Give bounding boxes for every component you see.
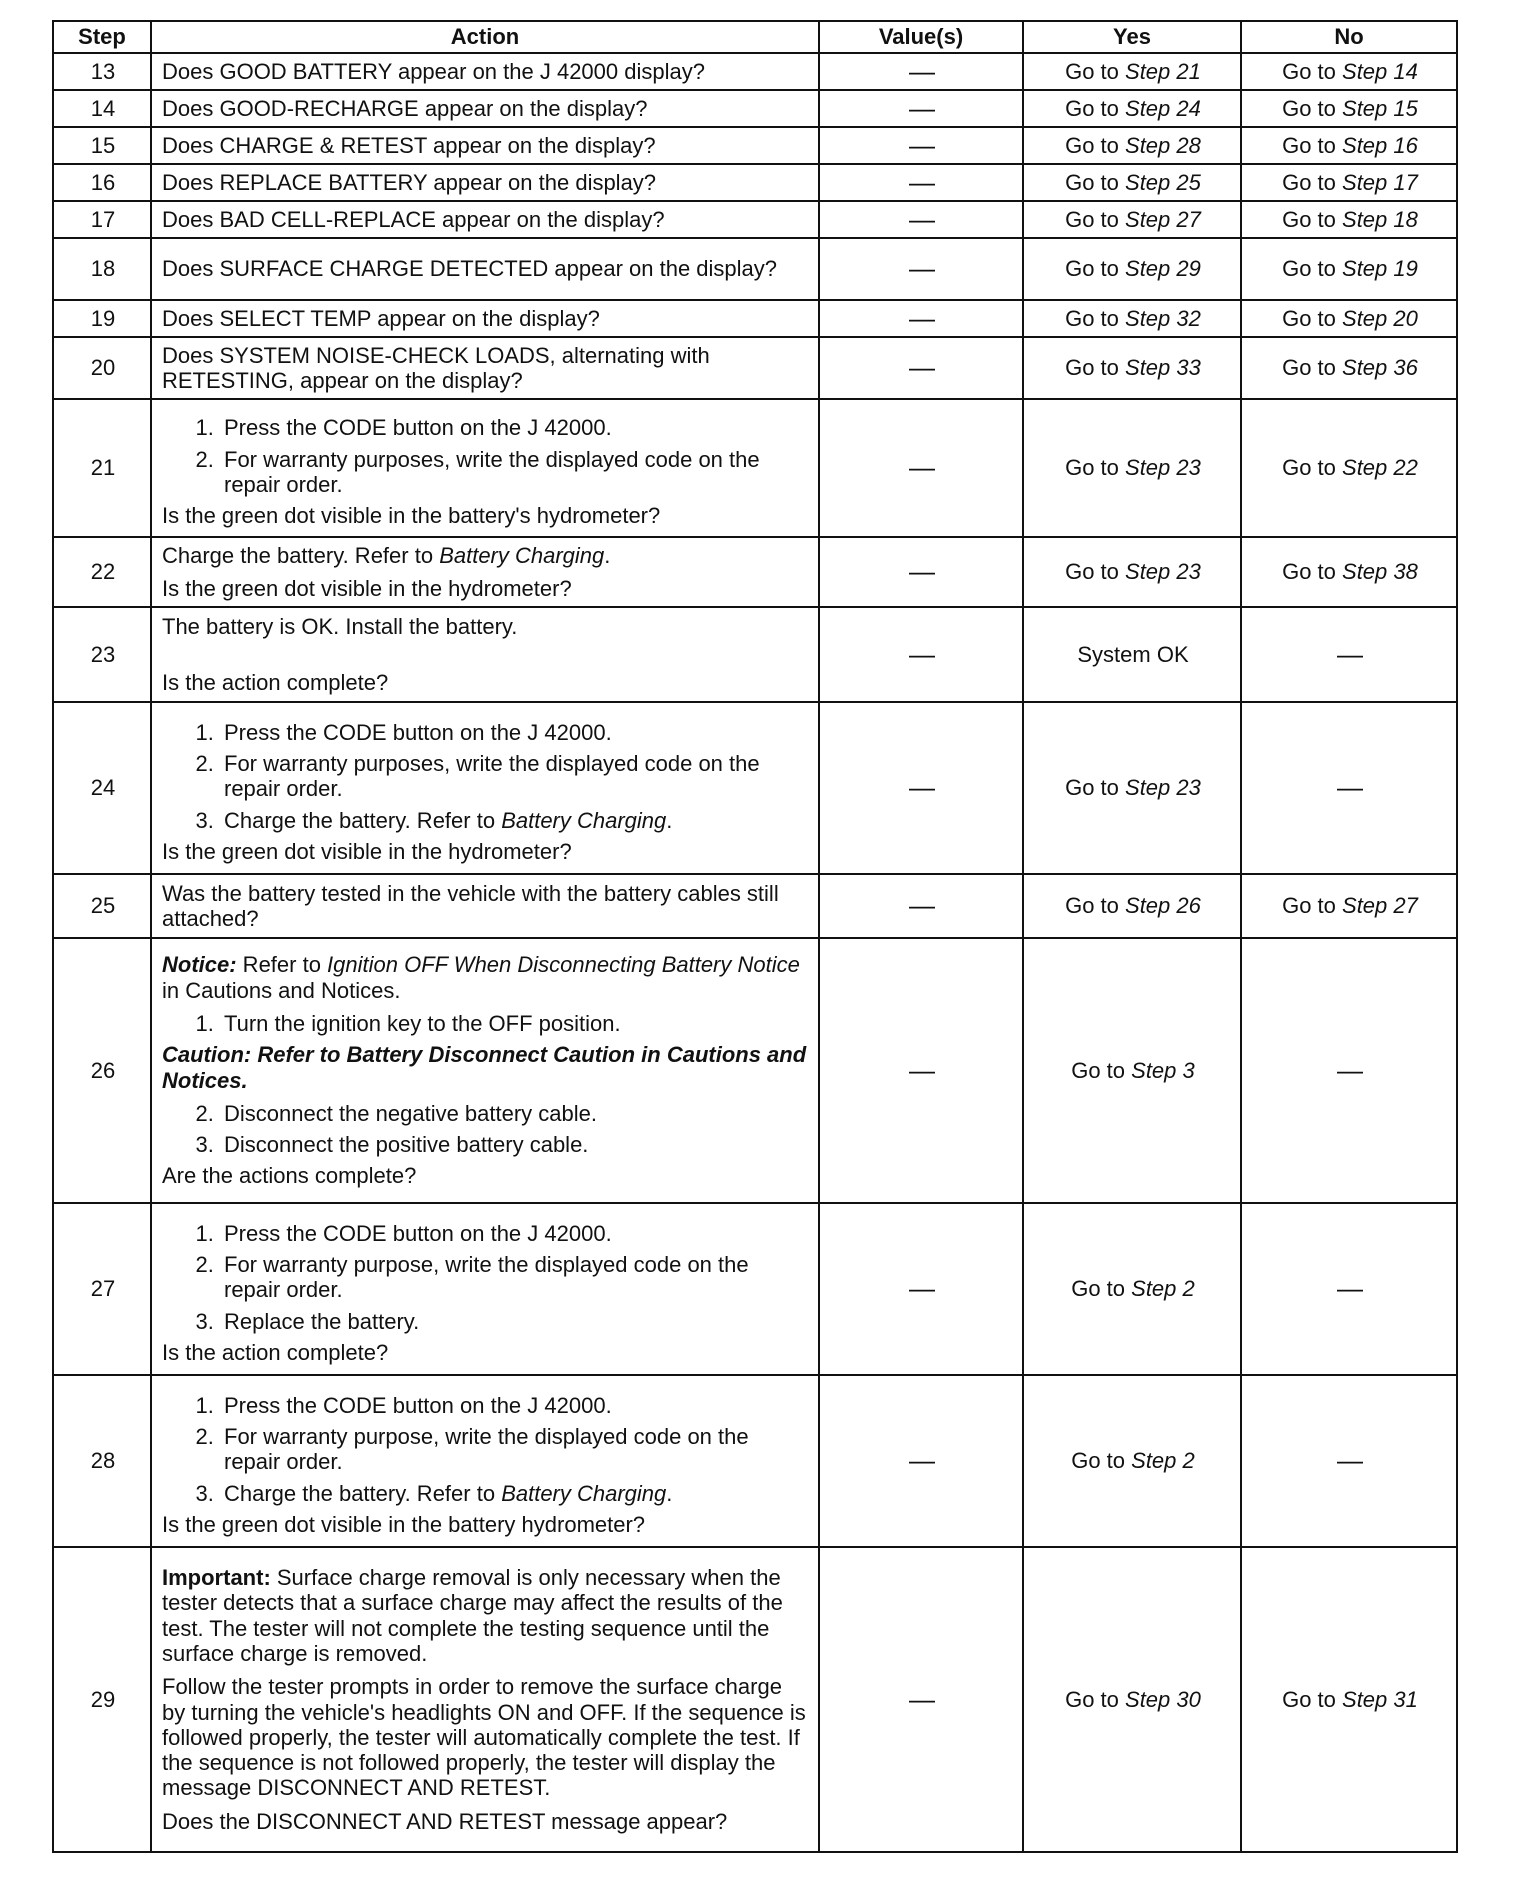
yes-step-ref: 23 (1176, 455, 1201, 481)
yes-step-ref: 23 (1176, 559, 1201, 585)
table-row (53, 607, 1457, 702)
table-row (53, 164, 1457, 201)
question: Does GOOD-RECHARGE appear on the display? (162, 95, 648, 121)
question: Is the action complete? (162, 1339, 389, 1365)
table-row (53, 938, 1457, 1203)
no-step-ref: 36 (1393, 355, 1418, 381)
question: Does BAD CELL-REPLACE appear on the display? (162, 206, 665, 232)
action-text: Charge the battery. Refer to Battery Charging. (162, 542, 611, 568)
table-row (53, 702, 1457, 874)
value-cell: — (819, 399, 1023, 537)
notice: Notice: Refer to Ignition OFF When Disconnecting Battery Notice in Cautions and Notices. (162, 952, 800, 1003)
question: Does the DISCONNECT AND RETEST message appear? (162, 1808, 728, 1834)
yes-cell: System OK (1023, 607, 1241, 702)
question: Does CHARGE & RETEST appear on the display? (162, 132, 656, 158)
step-number: 20 (53, 337, 151, 399)
step-number: 21 (53, 399, 151, 537)
yes-step-ref: 28 (1176, 132, 1201, 158)
header-step: Step (53, 21, 151, 53)
yes-cell: Go to Step 30 (1023, 1547, 1241, 1852)
action-cell (151, 300, 819, 337)
action-steps (162, 1221, 810, 1334)
value-cell: — (819, 1547, 1023, 1852)
yes-step-ref: 3 (1182, 1057, 1195, 1083)
table-row (53, 337, 1457, 399)
yes-step-ref: 27 (1176, 206, 1201, 232)
value-cell: — (819, 607, 1023, 702)
action-steps (162, 1011, 810, 1036)
yes-step-ref: 21 (1176, 58, 1201, 84)
value-cell: — (819, 537, 1023, 607)
yes-step-ref: 26 (1176, 893, 1201, 919)
step-number: 28 (53, 1375, 151, 1547)
no-cell: Go to Step 15 (1241, 90, 1457, 127)
step-number: 16 (53, 164, 151, 201)
table-row (53, 238, 1457, 300)
action-cell (151, 702, 819, 874)
yes-step-ref: 24 (1176, 95, 1201, 121)
value-cell: — (819, 127, 1023, 164)
yes-cell: Go to Step 2 (1023, 1375, 1241, 1547)
yes-step-ref: 33 (1176, 355, 1201, 381)
yes-step-ref: 2 (1182, 1276, 1195, 1302)
value-cell: — (819, 1203, 1023, 1375)
step-number: 17 (53, 201, 151, 238)
action-cell (151, 337, 819, 399)
yes-cell: Go to Step 24 (1023, 90, 1241, 127)
table-row (53, 1547, 1457, 1852)
list-item: 1. Turn the ignition key to the OFF position. (220, 1011, 810, 1036)
table-row (53, 300, 1457, 337)
yes-cell: Go to Step 2 (1023, 1203, 1241, 1375)
question: Is the green dot visible in the hydrometer? (162, 576, 572, 601)
no-cell: — (1241, 607, 1457, 702)
no-cell: Go to Step 20 (1241, 300, 1457, 337)
step-number: 19 (53, 300, 151, 337)
step-number: 27 (53, 1203, 151, 1375)
diagnostic-table (52, 20, 1458, 1853)
no-step-ref: 22 (1393, 455, 1418, 481)
step-number: 26 (53, 938, 151, 1203)
action-cell (151, 164, 819, 201)
action-cell (151, 201, 819, 238)
no-cell: Go to Step 16 (1241, 127, 1457, 164)
no-step-ref: 27 (1393, 893, 1418, 919)
yes-cell: Go to Step 23 (1023, 399, 1241, 537)
table-row (53, 90, 1457, 127)
yes-cell: Go to Step 26 (1023, 874, 1241, 938)
action-cell (151, 53, 819, 90)
header-no: No (1241, 21, 1457, 53)
table-row (53, 874, 1457, 938)
yes-step-ref: 29 (1176, 256, 1201, 282)
list-item: 2. For warranty purpose, write the displayed code on the repair order. (220, 1252, 810, 1303)
action-cell (151, 1375, 819, 1547)
list-item: 2. For warranty purposes, write the displayed code on the repair order. (220, 447, 810, 498)
no-cell: — (1241, 1375, 1457, 1547)
value-cell: — (819, 938, 1023, 1203)
step-number: 25 (53, 874, 151, 938)
action-steps (162, 1101, 810, 1158)
question: Is the green dot visible in the battery's hydrometer? (162, 503, 661, 529)
yes-step-ref: 32 (1176, 305, 1201, 331)
question: Is the action complete? (162, 669, 389, 695)
action-cell (151, 607, 819, 702)
no-step-ref: 31 (1393, 1686, 1418, 1712)
question: Is the green dot visible in the battery hydrometer? (162, 1511, 646, 1537)
action-steps (162, 415, 810, 497)
action-cell (151, 127, 819, 164)
caution: Caution: Refer to Battery Disconnect Caution in Cautions and Notices. (162, 1042, 807, 1093)
value-cell: — (819, 238, 1023, 300)
value-cell: — (819, 164, 1023, 201)
list-item: 1. Press the CODE button on the J 42000. (220, 1221, 810, 1246)
header-values: Value(s) (819, 21, 1023, 53)
important-note: Important: Surface charge removal is only necessary when the tester detects that a surface charge may affect the results of the test. The tester will not complete the testing sequence until the surface charge is removed. (162, 1565, 783, 1666)
step-number: 18 (53, 238, 151, 300)
action-text: The battery is OK. Install the battery. (162, 614, 518, 640)
step-number: 29 (53, 1547, 151, 1852)
step-number: 14 (53, 90, 151, 127)
table-row (53, 201, 1457, 238)
yes-cell: Go to Step 3 (1023, 938, 1241, 1203)
yes-cell: Go to Step 21 (1023, 53, 1241, 90)
question: Was the battery tested in the vehicle with the battery cables still attached? (162, 880, 779, 931)
no-step-ref: 38 (1393, 559, 1418, 585)
value-cell: — (819, 300, 1023, 337)
yes-step-ref: 23 (1176, 775, 1201, 801)
no-step-ref: 14 (1393, 58, 1418, 84)
action-cell (151, 238, 819, 300)
step-number: 13 (53, 53, 151, 90)
yes-cell: Go to Step 23 (1023, 702, 1241, 874)
no-cell: — (1241, 938, 1457, 1203)
action-steps (162, 720, 810, 833)
question: Does GOOD BATTERY appear on the J 42000 display? (162, 58, 705, 84)
action-steps (162, 1393, 810, 1506)
yes-cell: Go to Step 33 (1023, 337, 1241, 399)
no-step-ref: 15 (1393, 95, 1418, 121)
value-cell: — (819, 702, 1023, 874)
yes-cell: Go to Step 23 (1023, 537, 1241, 607)
value-cell: — (819, 874, 1023, 938)
no-cell: Go to Step 22 (1241, 399, 1457, 537)
action-cell (151, 90, 819, 127)
value-cell: — (819, 90, 1023, 127)
list-item: 1. Press the CODE button on the J 42000. (220, 415, 810, 440)
value-cell: — (819, 337, 1023, 399)
list-item: 2. For warranty purpose, write the displayed code on the repair order. (220, 1424, 810, 1475)
list-item: 3. Replace the battery. (220, 1309, 810, 1334)
table-row (53, 537, 1457, 607)
yes-cell: Go to Step 25 (1023, 164, 1241, 201)
header-row (53, 21, 1457, 53)
header-action: Action (151, 21, 819, 53)
no-step-ref: 19 (1393, 256, 1418, 282)
yes-cell: Go to Step 27 (1023, 201, 1241, 238)
yes-cell: Go to Step 29 (1023, 238, 1241, 300)
no-step-ref: 16 (1393, 132, 1418, 158)
list-item: 3. Charge the battery. Refer to Battery Charging. (220, 1481, 810, 1506)
no-step-ref: 17 (1393, 169, 1418, 195)
yes-step-ref: 30 (1176, 1686, 1201, 1712)
header-yes: Yes (1023, 21, 1241, 53)
no-cell: Go to Step 38 (1241, 537, 1457, 607)
question: Does SYSTEM NOISE-CHECK LOADS, alternating with RETESTING, appear on the display? (162, 342, 710, 393)
list-item: 1. Press the CODE button on the J 42000. (220, 720, 810, 745)
no-cell: Go to Step 17 (1241, 164, 1457, 201)
list-item: 2. For warranty purposes, write the displayed code on the repair order. (220, 751, 810, 802)
no-cell: Go to Step 19 (1241, 238, 1457, 300)
step-number: 22 (53, 537, 151, 607)
list-item: 3. Disconnect the positive battery cable. (220, 1132, 810, 1157)
yes-cell: Go to Step 28 (1023, 127, 1241, 164)
no-cell: Go to Step 14 (1241, 53, 1457, 90)
yes-step-ref: 25 (1176, 169, 1201, 195)
table-row (53, 53, 1457, 90)
no-step-ref: 20 (1393, 305, 1418, 331)
question: Are the actions complete? (162, 1163, 417, 1189)
action-cell (151, 1547, 819, 1852)
value-cell: — (819, 201, 1023, 238)
no-cell: Go to Step 31 (1241, 1547, 1457, 1852)
table-row (53, 1203, 1457, 1375)
table-row (53, 127, 1457, 164)
table-row (53, 399, 1457, 537)
action-cell (151, 938, 819, 1203)
list-item: 1. Press the CODE button on the J 42000. (220, 1393, 810, 1418)
list-item: 2. Disconnect the negative battery cable. (220, 1101, 810, 1126)
no-cell: — (1241, 1203, 1457, 1375)
question: Does SELECT TEMP appear on the display? (162, 305, 600, 331)
no-cell: Go to Step 27 (1241, 874, 1457, 938)
step-number: 23 (53, 607, 151, 702)
action-cell (151, 399, 819, 537)
no-cell: Go to Step 18 (1241, 201, 1457, 238)
action-cell (151, 1203, 819, 1375)
no-step-ref: 18 (1393, 206, 1418, 232)
list-item: 3. Charge the battery. Refer to Battery Charging. (220, 808, 810, 833)
value-cell: — (819, 53, 1023, 90)
step-number: 15 (53, 127, 151, 164)
question: Is the green dot visible in the hydrometer? (162, 838, 572, 864)
question: Does SURFACE CHARGE DETECTED appear on the display? (162, 256, 778, 282)
yes-step-ref: 2 (1182, 1448, 1195, 1474)
table-row (53, 1375, 1457, 1547)
question: Does REPLACE BATTERY appear on the display? (162, 169, 657, 195)
action-cell (151, 537, 819, 607)
yes-cell: Go to Step 32 (1023, 300, 1241, 337)
value-cell: — (819, 1375, 1023, 1547)
step-number: 24 (53, 702, 151, 874)
no-cell: — (1241, 702, 1457, 874)
action-cell (151, 874, 819, 938)
action-text: Follow the tester prompts in order to remove the surface charge by turning the vehicle's headlights ON and OFF. If the sequence is followed properly, the tester will automatically complete the test. If the sequence is not followed properly, the tester will display the message DISCONNECT AND RETEST. (162, 1674, 806, 1801)
no-cell: Go to Step 36 (1241, 337, 1457, 399)
